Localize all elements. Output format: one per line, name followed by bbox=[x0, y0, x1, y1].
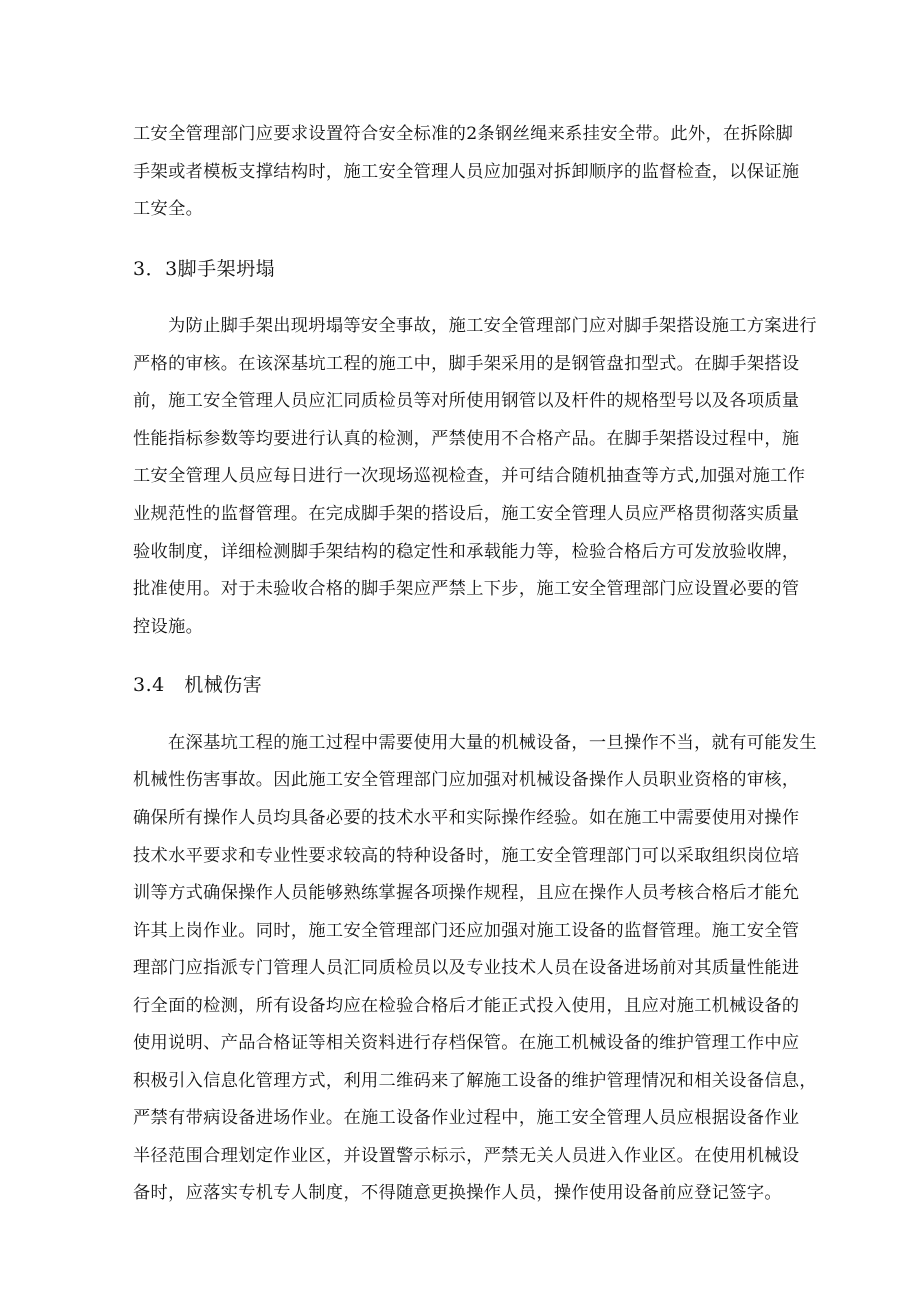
paragraph-line: 批准使用。对于未验收合格的脚手架应严禁上下步，施工安全管理部门应设置必要的管 bbox=[133, 579, 800, 599]
paragraph-line: 为防止脚手架出现坍塌等安全事故，施工安全管理部门应对脚手架搭设施工方案进行 bbox=[168, 316, 817, 336]
paragraph-line: 业规范性的监督管理。在完成脚手架的搭设后，施工安全管理人员应严格贯彻落实质量 bbox=[133, 504, 800, 524]
paragraph-line: 机械性伤害事故。因此施工安全管理部门应加强对机械设备操作人员职业资格的审核， bbox=[133, 770, 800, 790]
section-heading-3-3: 3．3脚手架坍塌 bbox=[133, 258, 276, 280]
paragraph-line: 工安全管理部门应要求设置符合安全标准的2条钢丝绳来系挂安全带。此外，在拆除脚 bbox=[133, 124, 794, 144]
paragraph-line: 工安全管理人员应每日进行一次现场巡视检查，并可结合随机抽查等方式,加强对施工作 bbox=[133, 466, 806, 486]
paragraph-line: 控设施。 bbox=[133, 617, 204, 637]
paragraph-line: 理部门应指派专门管理人员汇同质检员以及专业技术人员在设备进场前对其质量性能进 bbox=[133, 958, 800, 978]
paragraph-line: 前，施工安全管理人员应汇同质检员等对所使用钢管以及杆件的规格型号以及各项质量 bbox=[133, 391, 800, 411]
paragraph-line: 许其上岗作业。同时，施工安全管理部门还应加强对施工设备的监督管理。施工安全管 bbox=[133, 921, 800, 941]
paragraph-line: 技术水平要求和专业性要求较高的特种设备时，施工安全管理部门可以采取组织岗位培 bbox=[133, 846, 800, 866]
paragraph-line: 训等方式确保操作人员能够熟练掌握各项操作规程，且应在操作人员考核合格后才能允 bbox=[133, 883, 800, 903]
paragraph-line: 半径范围合理划定作业区，并设置警示标示，严禁无关人员进入作业区。在使用机械设 bbox=[133, 1146, 800, 1166]
paragraph-line: 确保所有操作人员均具备必要的技术水平和实际操作经验。如在施工中需要使用对操作 bbox=[133, 808, 800, 828]
paragraph-line: 行全面的检测，所有设备均应在检验合格后才能正式投入使用，且应对施工机械设备的 bbox=[133, 996, 800, 1016]
paragraph-line: 验收制度，详细检测脚手架结构的稳定性和承载能力等，检验合格后方可发放验收牌， bbox=[133, 542, 800, 562]
section-heading-3-4: 3.4 机械伤害 bbox=[133, 674, 263, 696]
paragraph-line: 严格的审核。在该深基坑工程的施工中，脚手架采用的是钢管盘扣型式。在脚手架搭设 bbox=[133, 354, 800, 374]
paragraph-line: 手架或者模板支撑结构时，施工安全管理人员应加强对拆卸顺序的监督检查，以保证施 bbox=[133, 162, 800, 182]
paragraph-line: 积极引入信息化管理方式，利用二维码来了解施工设备的维护管理情况和相关设备信息， bbox=[133, 1071, 817, 1091]
paragraph-line: 工安全。 bbox=[133, 199, 204, 219]
paragraph-line: 使用说明、产品合格证等相关资料进行存档保管。在施工机械设备的维护管理工作中应 bbox=[133, 1033, 800, 1053]
paragraph-line: 严禁有带病设备进场作业。在施工设备作业过程中，施工安全管理人员应根据设备作业 bbox=[133, 1108, 800, 1128]
paragraph-line: 在深基坑工程的施工过程中需要使用大量的机械设备，一旦操作不当，就有可能发生 bbox=[168, 733, 817, 753]
paragraph-line: 性能指标参数等均要进行认真的检测，严禁使用不合格产品。在脚手架搭设过程中，施 bbox=[133, 429, 800, 449]
paragraph-line: 备时，应落实专机专人制度，不得随意更换操作人员，操作使用设备前应登记签字。 bbox=[133, 1183, 782, 1203]
